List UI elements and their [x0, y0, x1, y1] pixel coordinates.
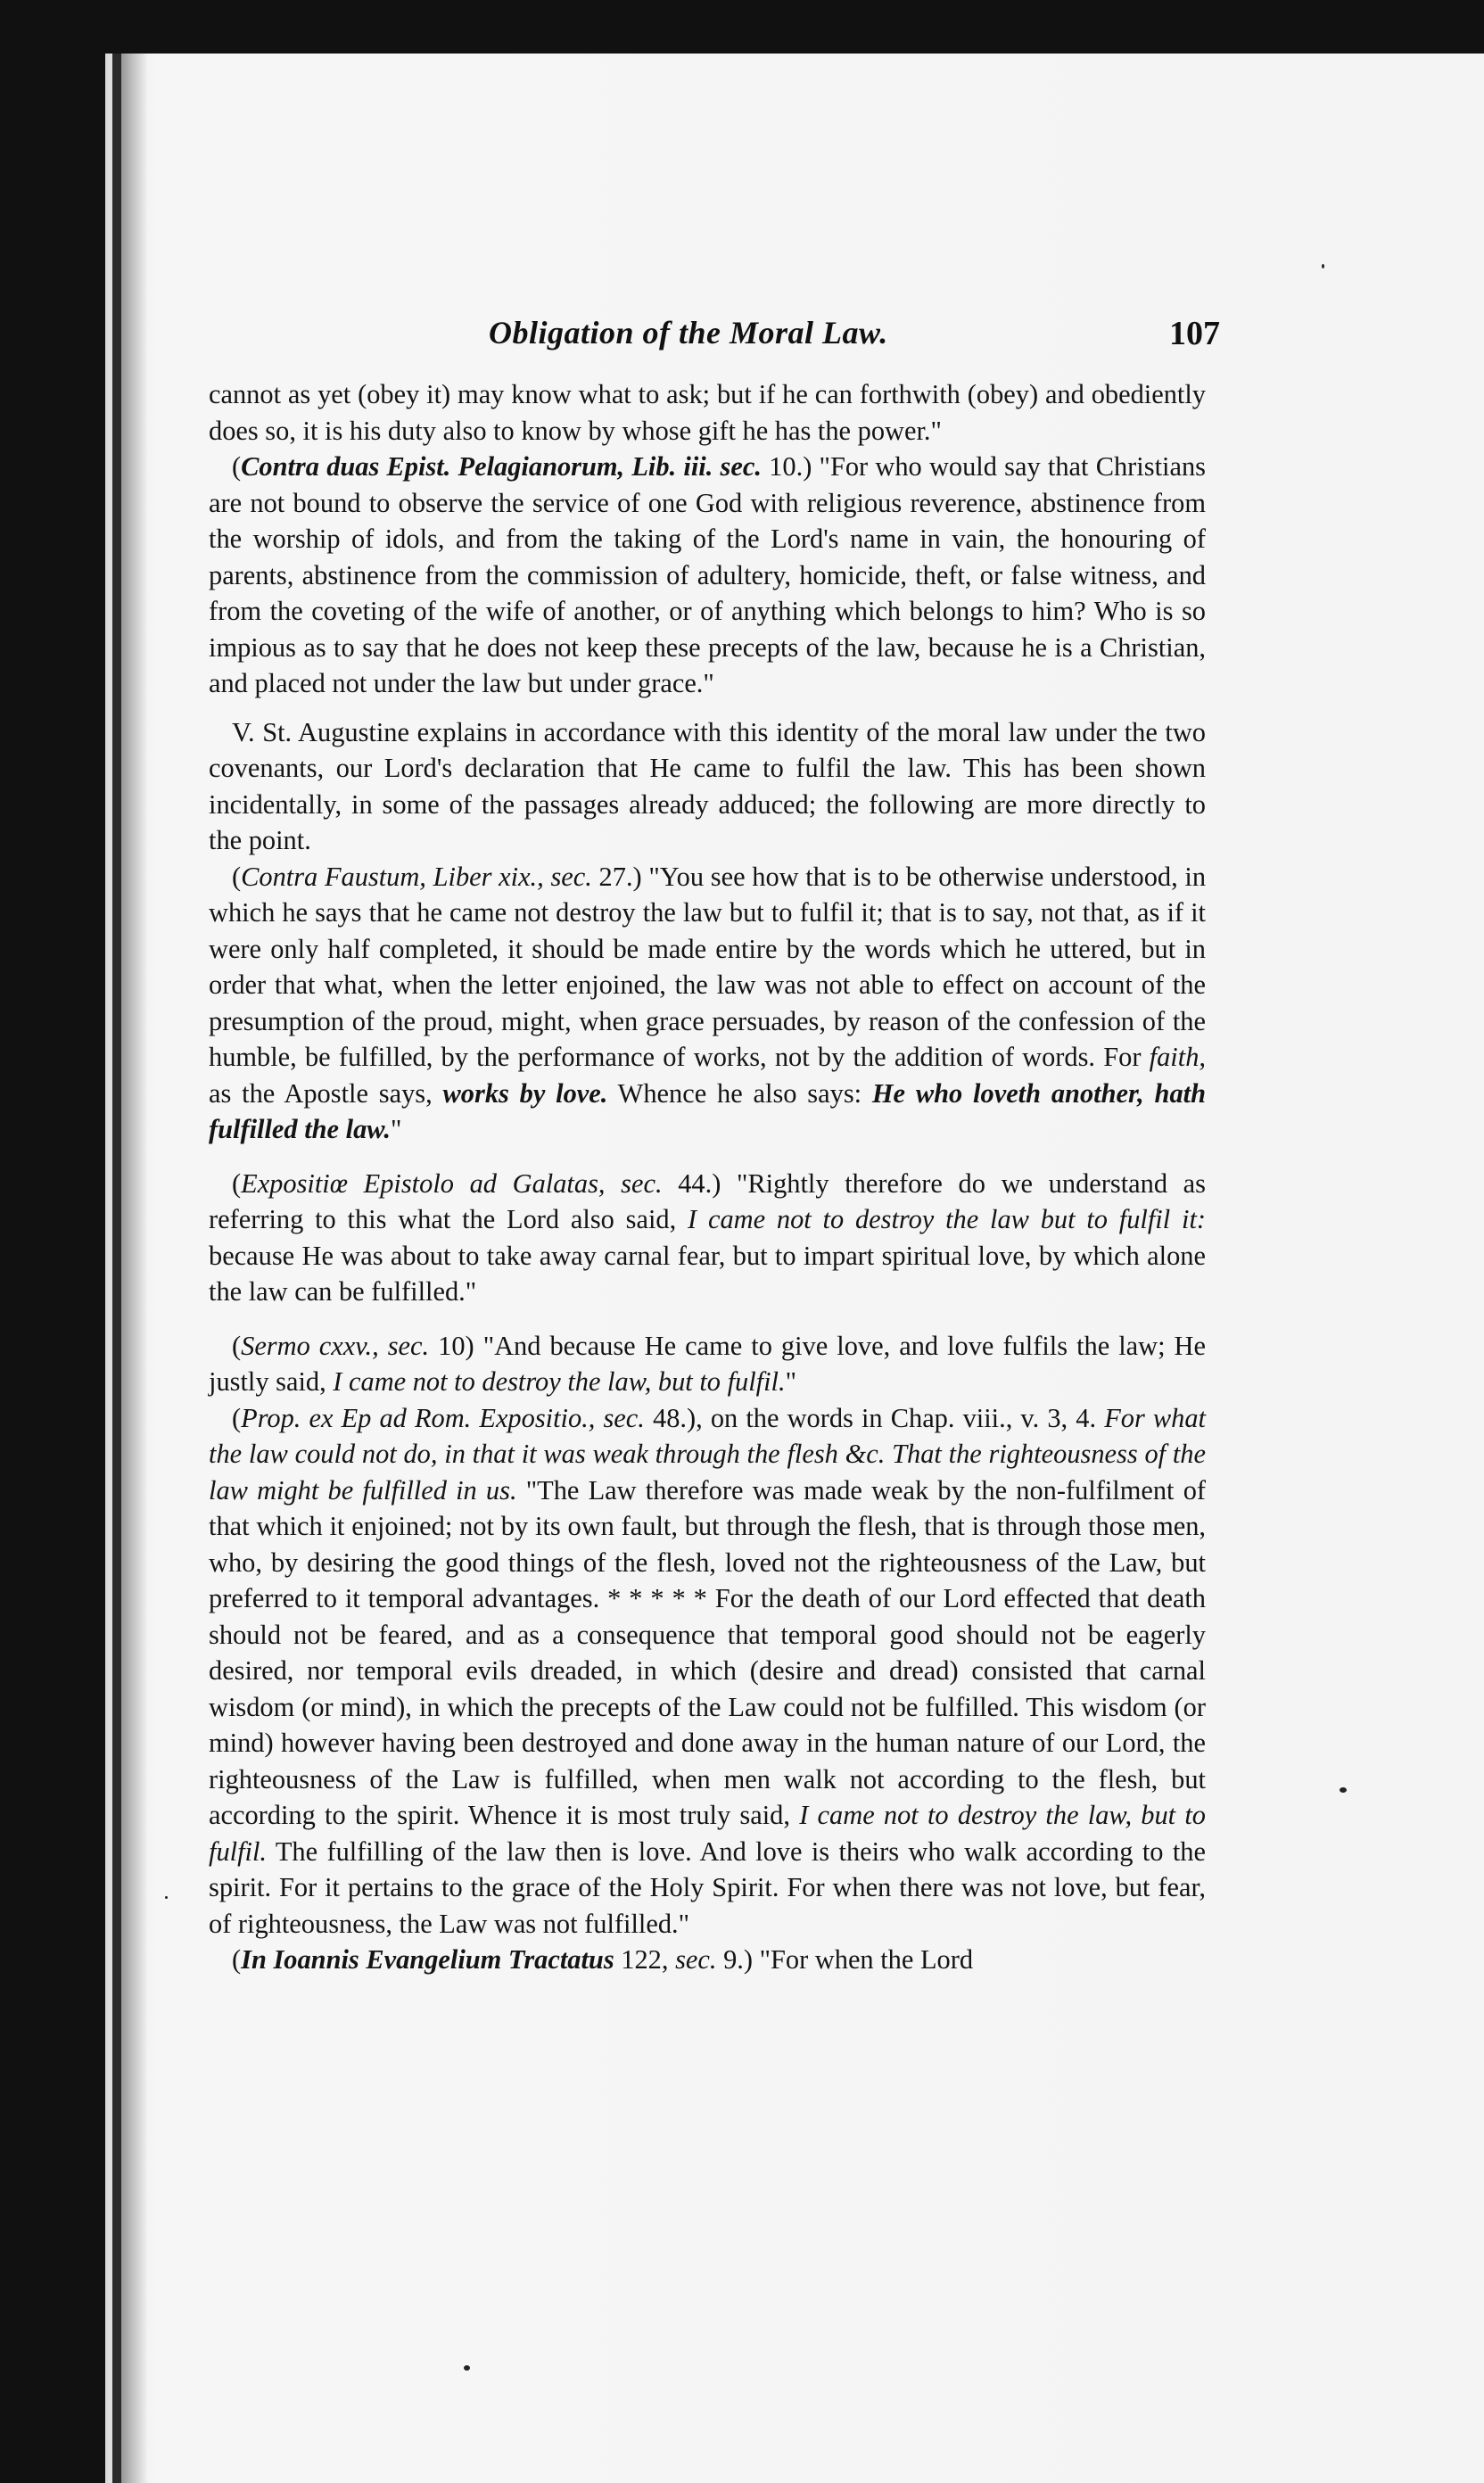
emphasis: I came not to destroy the law but to fulfil it: [688, 1204, 1207, 1234]
citation-ref: 9.) [716, 1944, 753, 1975]
open-paren: ( [232, 1167, 242, 1199]
body-text: on the words in Chap. viii., v. 3, 4. [702, 1402, 1105, 1433]
paragraph-contra-duas-epist [209, 449, 1206, 702]
quotation: as the Apostle says, [209, 1077, 443, 1109]
quotation: "And because He came to give love, and love fulfils the law; He justly said, [209, 1330, 1206, 1397]
open-paren: ( [232, 1330, 242, 1361]
citation: Contra duas Epist. Pelagianorum, Lib. iii. sec. [241, 451, 762, 482]
dust-speck [1322, 264, 1324, 268]
quotation: "The Law therefore was made weak by the non-fulfilment of that which it enjoined; not by its own fault, but through the flesh, that is through those men, who, by desiring the good things of the flesh, loved not the righteousness of the Law, but preferred to it temporal advantages. * * * * * For the death of our Lord effected that death should not be feared, and as a consequence that temporal good should not be eagerly desired, nor temporal evils dreaded, in which (desire and dread) consisted that carnal wisdom (or mind), in which the precepts of the Law could not be fulfilled. This wisdom (or mind) however having been destroyed and done away in the human nature of our Lord, the righteousness of the Law is fulfilled, when men walk not according to the flesh, but according to the spirit. Whence it is most truly said, [209, 1474, 1207, 1830]
spine-shadow [121, 54, 148, 2483]
quotation: "Rightly therefore do we understand as referring to this what the Lord also said, [209, 1167, 1206, 1234]
emphasis: For what the law could not do, in that it was weak through the flesh &c. That the righteousness of the law might be fulfilled in us. [209, 1402, 1206, 1505]
emphasis: I came not to destroy the law, but to fulfil. [333, 1366, 786, 1397]
quotation: "For when the Lord [752, 1944, 974, 1975]
open-paren: ( [232, 451, 242, 482]
open-paren: ( [232, 1944, 242, 1975]
open-paren: ( [232, 861, 242, 892]
quotation: "For who would say that Christians are not bound to observe the service of one God with religious reverence, abstinence from the worship of idols, and from the taking of the Lord's name in vain, the honouring of parents, abstinence from the commission of adultery, homicide, theft, or false witness, and from the coveting of the wife of another, or of anything which belongs to him? Who is so impious as to say that he does not keep these precepts of the law, because he is a Christian, and placed not under the law but under grace." [209, 451, 1206, 698]
paragraph-contra-faustum [209, 859, 1206, 1148]
dust-speck [1340, 1787, 1347, 1793]
citation-ref: 10) [429, 1330, 474, 1361]
citation: Prop. ex Ep ad Rom. Expositio., sec. [241, 1402, 645, 1433]
emphasis: faith, [1149, 1042, 1206, 1072]
paragraph-section-v: V. St. Augustine explains in accordance with this identity of the moral law under the two covenants, our Lord's declaration that He came to fulfil the law. This has been shown incidentally, in some of the passages already adduced; the following are more directly to the point. [209, 716, 1206, 855]
page-header [489, 314, 1220, 367]
citation-ref: 48.), [644, 1402, 703, 1433]
book-spine [112, 54, 121, 2483]
citation: Sermo cxxv., sec. [241, 1330, 430, 1361]
quotation: "You see how that is to be otherwise understood, in which he says that he came not destroy the law but to fulfil it; that is to say, not that, as if it were only half completed, it should be made entire by the words which he uttered, but in order that what, when the letter enjoined, the law was not able to effect on account of the presumption of the proud, might, when grace persuades, by reason of the confession of the humble, be fulfilled, by the performance of works, not by the addition of words. For [209, 861, 1207, 1072]
quotation: because He was about to take away carnal fear, but to impart spiritual love, by which alone the law can be fulfilled." [209, 1240, 1206, 1307]
citation: sec. [675, 1944, 717, 1975]
quotation: Whence he also says: [607, 1077, 872, 1109]
dust-speck [464, 2365, 470, 2371]
close-quote: " [391, 1114, 402, 1144]
citation: In Ioannis Evangelium Tractatus [241, 1944, 614, 1975]
citation-ref: 122, [614, 1944, 676, 1975]
citation-ref: 27.) [591, 861, 642, 892]
citation-ref: 44.) [662, 1167, 721, 1199]
dust-speck [165, 1896, 168, 1899]
open-paren: ( [232, 1402, 242, 1433]
quotation: The fulfilling of the law then is love. And love is theirs who walk according to the spirit. For it pertains to the grace of the Holy Spirit. For when there was not love, but fear, of righteousness, the Law was not fulfilled." [209, 1835, 1206, 1939]
page-body [209, 376, 1206, 1978]
paragraph-in-ioannis [209, 1942, 1206, 1978]
paragraph-expositio-galatas [209, 1166, 1206, 1310]
citation-ref: 10.) [761, 451, 812, 482]
paragraph-sermo [209, 1328, 1206, 1400]
running-title: Obligation of the Moral Law. [489, 315, 888, 351]
page-number: 107 [1169, 315, 1220, 352]
close-quote: " [785, 1366, 796, 1397]
paragraph-prop-ex-ep [209, 1400, 1206, 1943]
emphasis: He who loveth another, hath fulfilled the law. [209, 1077, 1206, 1144]
citation: Expositiœ Epistolo ad Galatas, sec. [241, 1167, 663, 1199]
paragraph-continuation: cannot as yet (obey it) may know what to ask; but if he can forthwith (obey) and obediently does so, it is his duty also to know by whose gift he has the power." [209, 379, 1206, 446]
emphasis: I came not to destroy the law, but to fulfil. [209, 1800, 1206, 1867]
citation: Contra Faustum, Liber xix., sec. [241, 861, 592, 892]
emphasis: works by love. [442, 1077, 608, 1109]
